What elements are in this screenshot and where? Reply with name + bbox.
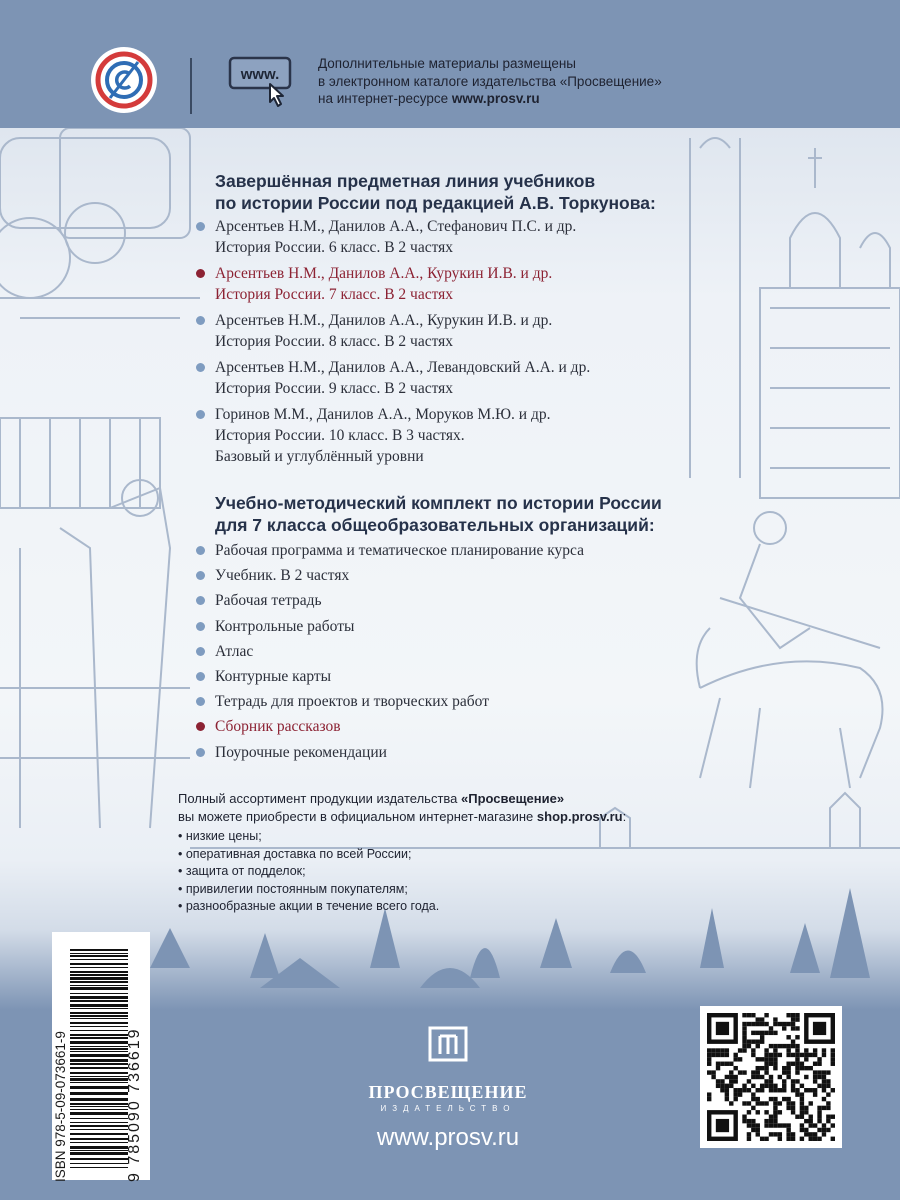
bullet-icon: [196, 410, 205, 419]
shop-url-link[interactable]: shop.prosv.ru: [536, 809, 623, 824]
book-title: История России. 9 класс. В 2 частях: [215, 380, 454, 397]
bullet-icon: [196, 596, 205, 605]
list-item: [195, 541, 715, 566]
textbook-list: [195, 216, 715, 472]
kit-item-label: Рабочая тетрадь: [215, 592, 322, 610]
publisher-subtitle: ИЗДАТЕЛЬСТВО: [380, 1104, 516, 1113]
book-title: История России. 8 класс. В 2 частях: [215, 333, 454, 350]
kit-item-label: Учебник. В 2 частях: [215, 567, 350, 585]
shop-intro-text: вы можете приобрести в официальном интернет-магазине: [178, 809, 537, 824]
bullet-icon: [196, 697, 205, 706]
svg-text:www.: www.: [240, 66, 280, 83]
site-url-link[interactable]: www.prosv.ru: [451, 91, 540, 106]
kremlin-tower-illustration: [690, 128, 900, 498]
bullet-icon: [196, 672, 205, 681]
teaching-kit-list: [195, 541, 715, 768]
book-title: История России. 6 класс. В 2 частях: [215, 239, 454, 256]
isbn-digits: 9 785090 736619: [126, 1027, 143, 1182]
list-item: • разнообразные акции в течение всего года.: [178, 899, 440, 913]
kit-item-label: Контрольные работы: [215, 617, 355, 635]
bullet-icon: [196, 316, 205, 325]
book-authors: Горинов М.М., Данилов А.А., Моруков М.Ю. и др.: [215, 406, 551, 423]
list-item: • привилегии постоянным покупателям;: [178, 881, 408, 896]
publisher-name-logo: ПРОСВЕЩЕНИЕ: [368, 1082, 528, 1102]
shop-benefits-list: [178, 828, 738, 916]
list-item: [195, 642, 715, 667]
list-item: [195, 617, 715, 642]
bullet-icon: [196, 622, 205, 631]
shop-info: [178, 790, 738, 916]
bullet-icon: [196, 546, 205, 555]
book-authors: Арсентьев Н.М., Данилов А.А., Левандовский А.А. и др.: [215, 359, 591, 376]
teaching-kit-title: [215, 492, 662, 536]
book-authors: Арсентьев Н.М., Данилов А.А., Курукин И.В. и др.: [215, 265, 553, 282]
list-item: [195, 667, 715, 692]
shop-intro-line: [178, 790, 738, 808]
list-item: [195, 743, 715, 768]
kit-item-label: Атлас: [215, 642, 254, 660]
book-note: Базовый и углублённый уровни: [215, 448, 424, 465]
list-item: [195, 404, 715, 467]
bullet-icon: [196, 222, 205, 231]
book-authors: Арсентьев Н.М., Данилов А.А., Курукин И.В. и др.: [215, 312, 553, 329]
list-item: [195, 591, 715, 616]
textbook-line-title: [215, 170, 656, 214]
book-authors: Арсентьев Н.М., Данилов А.А., Стефанович П.С. и др.: [215, 218, 577, 235]
list-item: [195, 357, 715, 399]
copyright-logo-icon: [90, 46, 158, 114]
list-item-highlighted: [195, 717, 715, 742]
list-item: [195, 310, 715, 352]
info-line: в электронном каталоге издательства «Просвещение»: [318, 73, 662, 89]
qr-code-icon[interactable]: [707, 1013, 835, 1141]
header-band: [0, 0, 900, 128]
bullet-icon: [196, 269, 205, 278]
title-line: Завершённая предметная линия учебников: [215, 171, 596, 191]
title-line: для 7 класса общеобразовательных организаций:: [215, 515, 655, 535]
info-line: [318, 90, 718, 108]
kit-item-label: Сборник рассказов: [215, 718, 341, 736]
shop-intro-colon: :: [622, 809, 627, 824]
info-line-prefix: на интернет-ресурсе: [318, 91, 452, 106]
kit-item-label: Рабочая программа и тематическое планирование курса: [215, 542, 585, 559]
info-line: Дополнительные материалы размещены: [318, 56, 577, 71]
list-item: • защита от подделок;: [178, 864, 306, 878]
tsar-cannon-illustration: [0, 128, 200, 318]
bullet-icon: [196, 647, 205, 656]
publisher-url-link[interactable]: www.prosv.ru: [376, 1124, 520, 1151]
kit-item-label: Контурные карты: [215, 667, 332, 685]
townspeople-illustration: [0, 418, 190, 828]
list-item: [195, 692, 715, 717]
shop-intro-text: Полный ассортимент продукции издательства: [178, 791, 462, 806]
kit-item-label: Тетрадь для проектов и творческих работ: [215, 693, 490, 711]
horse-rider-illustration: [697, 512, 883, 788]
book-title: История России. 10 класс. В 3 частях.: [215, 427, 465, 444]
list-item: [195, 566, 715, 591]
publisher-name: «Просвещение»: [461, 791, 565, 806]
kit-item-label: Поурочные рекомендации: [215, 743, 387, 761]
title-line: по истории России под редакцией А.В. Торкунова:: [215, 193, 656, 213]
web-click-icon: [228, 56, 300, 108]
title-line: Учебно-методический комплект по истории России: [215, 493, 662, 513]
list-item: • низкие цены;: [178, 829, 262, 843]
bullet-icon: [196, 363, 205, 372]
isbn-label: ISBN 978-5-09-073661-9: [53, 1031, 68, 1182]
header-divider: [190, 58, 192, 114]
book-title: История России. 7 класс. В 2 частях: [215, 286, 454, 303]
bullet-icon: [196, 748, 205, 757]
shop-intro-line: [178, 808, 738, 826]
bullet-icon: [196, 571, 205, 580]
list-item-highlighted: [195, 263, 715, 305]
list-item: • оперативная доставка по всей России;: [178, 846, 412, 861]
bullet-icon: [196, 722, 205, 731]
additional-materials-note: [318, 55, 718, 108]
barcode-icon: [70, 945, 128, 1173]
publisher-logo-icon: [428, 1024, 468, 1064]
list-item: [195, 216, 715, 258]
